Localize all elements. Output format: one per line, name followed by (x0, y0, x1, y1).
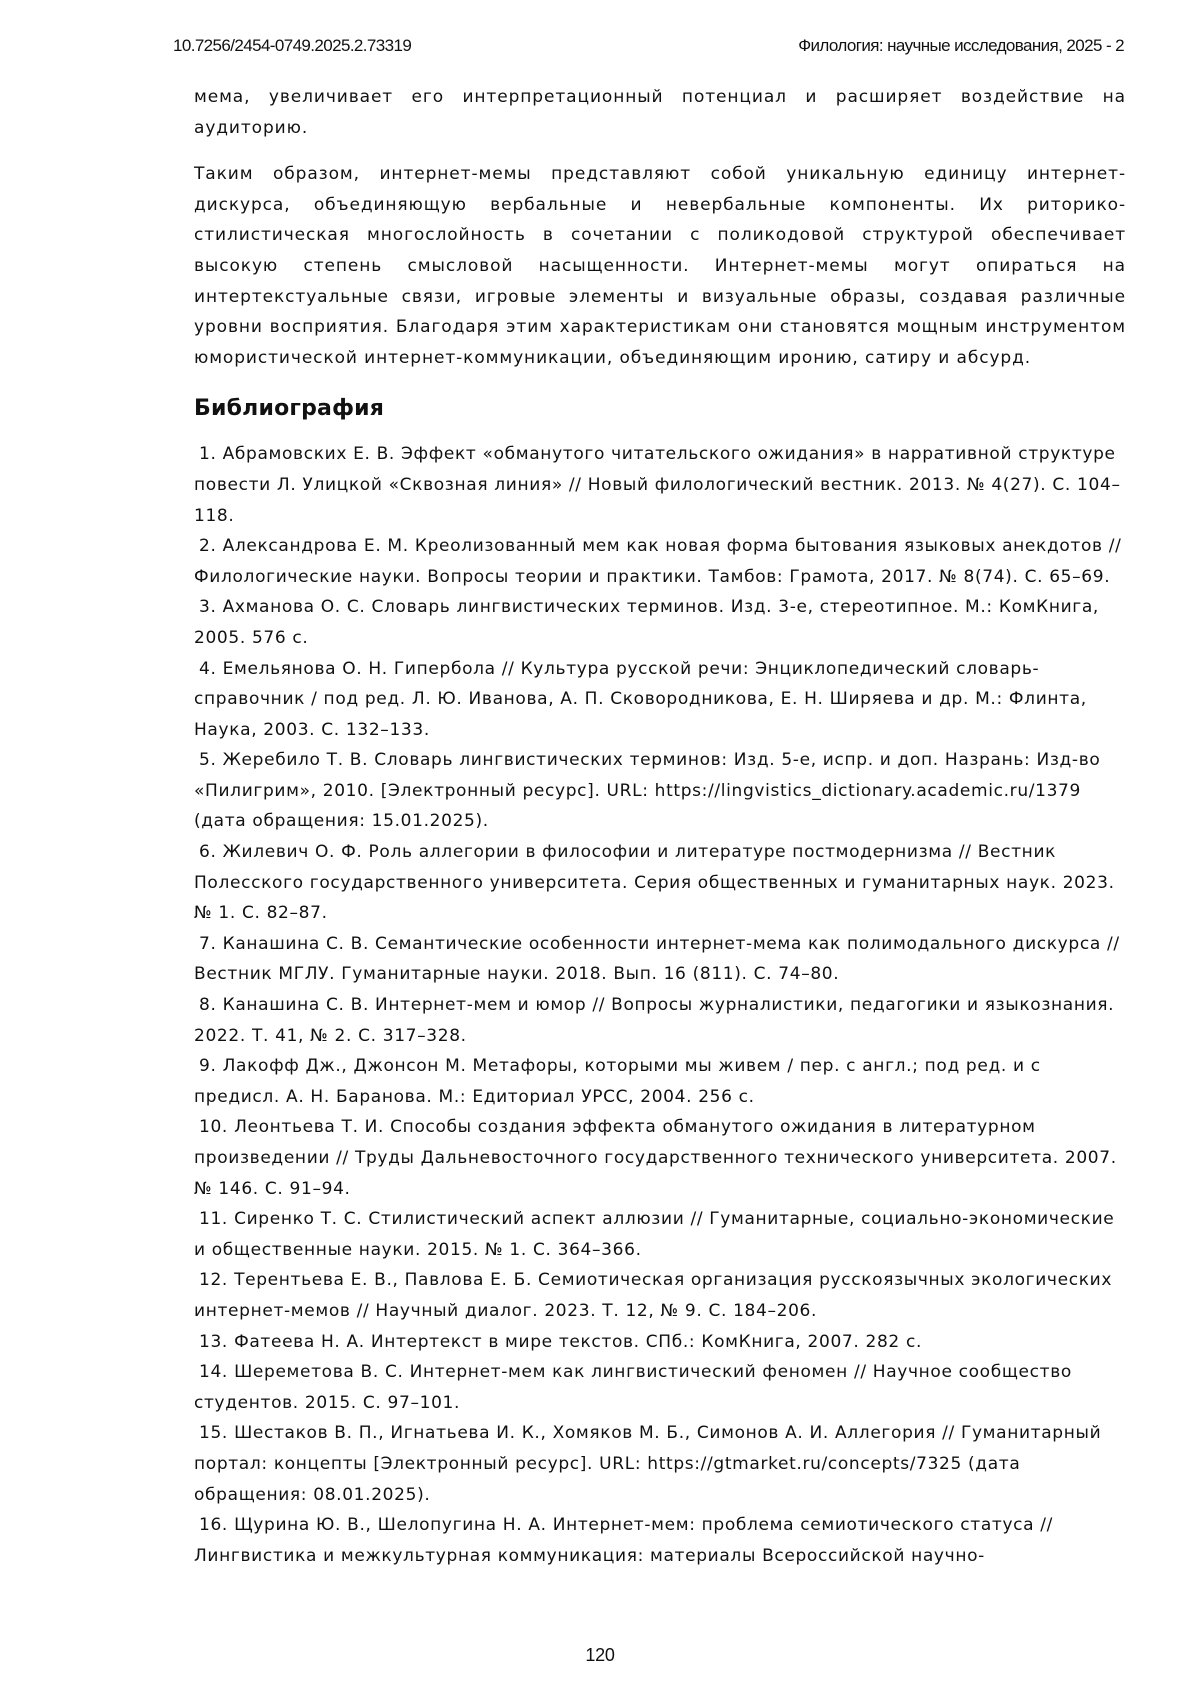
bibliography-item (194, 1357, 1126, 1418)
bibliography-item-number: 8. (194, 995, 217, 1015)
bibliography-item (194, 1204, 1126, 1265)
bibliography-item-number: 14. (194, 1362, 228, 1382)
bibliography-item-number: 2. (194, 536, 217, 556)
bibliography-item-number: 12. (194, 1270, 228, 1290)
paragraph: мема, увеличивает его интерпретационный потенциал и расширяет воздействие на аудиторию. (194, 82, 1126, 143)
bibliography-item (194, 592, 1126, 653)
bibliography-item-number: 11. (194, 1209, 228, 1229)
bibliography-item-number: 13. (194, 1332, 228, 1352)
bibliography-item (194, 439, 1126, 531)
article-body (194, 82, 1126, 1571)
bibliography-item (194, 929, 1126, 990)
bibliography-item-text: Канашина С. В. Интернет-мем и юмор // Вопросы журналистики, педагогики и языкознания. 2022. Т. 41, № 2. С. 317–328. (194, 995, 1114, 1046)
bibliography-item-text: Сиренко Т. С. Стилистический аспект аллюзии // Гуманитарные, социально-экономические и общественные науки. 2015. № 1. С. 364–366. (194, 1209, 1114, 1260)
bibliography-item (194, 1327, 1126, 1358)
bibliography-item (194, 1051, 1126, 1112)
bibliography-item-text: Александрова Е. М. Креолизованный мем как новая форма бытования языковых анекдотов // Филологические науки. Вопросы теории и практики. Тамбов: Грамота, 2017. № 8(74). С. 65–69. (194, 536, 1122, 587)
bibliography-item-text: Абрамовских Е. В. Эффект «обманутого читательского ожидания» в нарративной структуре повести Л. Улицкой «Сквозная линия» // Новый филологический вестник. 2013. № 4(27). С. 104–118. (194, 444, 1121, 525)
journal-title: Филология: научные исследования, 2025 - 2 (798, 36, 1124, 56)
bibliography-heading: Библиография (194, 393, 1126, 425)
bibliography-item-number: 4. (194, 659, 217, 679)
bibliography-item-text: Емельянова О. Н. Гипербола // Культура русской речи: Энциклопедический словарь-справочник / под ред. Л. Ю. Иванова, А. П. Сковородникова, Е. Н. Ширяева и др. М.: Флинта, Наука, 2003. С. 132–133. (194, 659, 1087, 740)
bibliography-item-number: 1. (194, 444, 217, 464)
running-header (173, 36, 1124, 56)
bibliography-item-number: 7. (194, 934, 217, 954)
bibliography-item-text: Канашина С. В. Семантические особенности интернет-мема как полимодального дискурса // Вестник МГЛУ. Гуманитарные науки. 2018. Вып. 16 (811). С. 74–80. (194, 934, 1120, 985)
bibliography-item-text: Фатеева Н. А. Интертекст в мире текстов. СПб.: КомКнига, 2007. 282 с. (234, 1332, 922, 1352)
bibliography-item-text: Лакофф Дж., Джонсон М. Метафоры, которыми мы живем / пер. с англ.; под ред. и с предисл. А. Н. Баранова. М.: Едиториал УРСС, 2004. 256 с. (194, 1056, 1041, 1107)
bibliography-item-number: 3. (194, 597, 217, 617)
bibliography-item-number: 6. (194, 842, 217, 862)
bibliography-item-number: 16. (194, 1515, 228, 1535)
bibliography-item-number: 10. (194, 1117, 228, 1137)
bibliography-item (194, 990, 1126, 1051)
bibliography-item (194, 745, 1126, 837)
bibliography-list (194, 439, 1126, 1571)
doi-text: 10.7256/2454-0749.2025.2.73319 (173, 36, 411, 56)
bibliography-item-text: Щурина Ю. В., Шелопугина Н. А. Интернет-мем: проблема семиотического статуса // Лингвистика и межкультурная коммуникация: материалы Всероссийской научно- (194, 1515, 1053, 1566)
bibliography-item (194, 654, 1126, 746)
bibliography-item-text: Шестаков В. П., Игнатьева И. К., Хомяков М. Б., Симонов А. И. Аллегория // Гуманитарный портал: концепты [Электронный ресурс]. URL: https://gtmarket.ru/concepts/7325 (дата обращения: 08.01.2025). (194, 1423, 1101, 1504)
bibliography-item (194, 1265, 1126, 1326)
bibliography-item (194, 531, 1126, 592)
paragraph: Таким образом, интернет-мемы представляют собой уникальную единицу интернет-дискурса, объединяющую вербальные и невербальные компоненты. Их риторико-стилистическая многослойность в сочетании с поликодовой структурой обеспечивает высокую степень смысловой насыщенности. Интернет-мемы могут опираться на интертекстуальные связи, игровые элементы и визуальные образы, создавая различные уровни восприятия. Благодаря этим характеристикам они становятся мощным инструментом юмористической интернет-коммуникации, объединяющим иронию, сатиру и абсурд. (194, 159, 1126, 373)
bibliography-item (194, 1510, 1126, 1571)
bibliography-item-text: Леонтьева Т. И. Способы создания эффекта обманутого ожидания в литературном произведении // Труды Дальневосточного государственного технического университета. 2007. № 146. С. 91–94. (194, 1117, 1117, 1198)
bibliography-item-number: 15. (194, 1423, 228, 1443)
bibliography-item (194, 1418, 1126, 1510)
bibliography-item-text: Шереметова В. С. Интернет-мем как лингвистический феномен // Научное сообщество студентов. 2015. С. 97–101. (194, 1362, 1072, 1413)
bibliography-item (194, 837, 1126, 929)
bibliography-item-number: 9. (194, 1056, 217, 1076)
bibliography-item-text: Терентьева Е. В., Павлова Е. Б. Семиотическая организация русскоязычных экологических интернет-мемов // Научный диалог. 2023. Т. 12, № 9. С. 184–206. (194, 1270, 1112, 1321)
bibliography-item-text: Ахманова О. С. Словарь лингвистических терминов. Изд. 3-е, стереотипное. М.: КомКнига, 2005. 576 с. (194, 597, 1099, 648)
bibliography-item (194, 1112, 1126, 1204)
bibliography-item-text: Жеребило Т. В. Словарь лингвистических терминов: Изд. 5-е, испр. и доп. Назрань: Изд-во «Пилигрим», 2010. [Электронный ресурс]. URL: https://lingvistics_dictionary.academic.ru/1379 (дата обращения: 15.01.2025). (194, 750, 1100, 831)
bibliography-item-number: 5. (194, 750, 217, 770)
page-number: 120 (0, 1645, 1200, 1666)
bibliography-item-text: Жилевич О. Ф. Роль аллегории в философии и литературе постмодернизма // Вестник Полесского государственного университета. Серия общественных и гуманитарных наук. 2023. № 1. С. 82–87. (194, 842, 1115, 923)
